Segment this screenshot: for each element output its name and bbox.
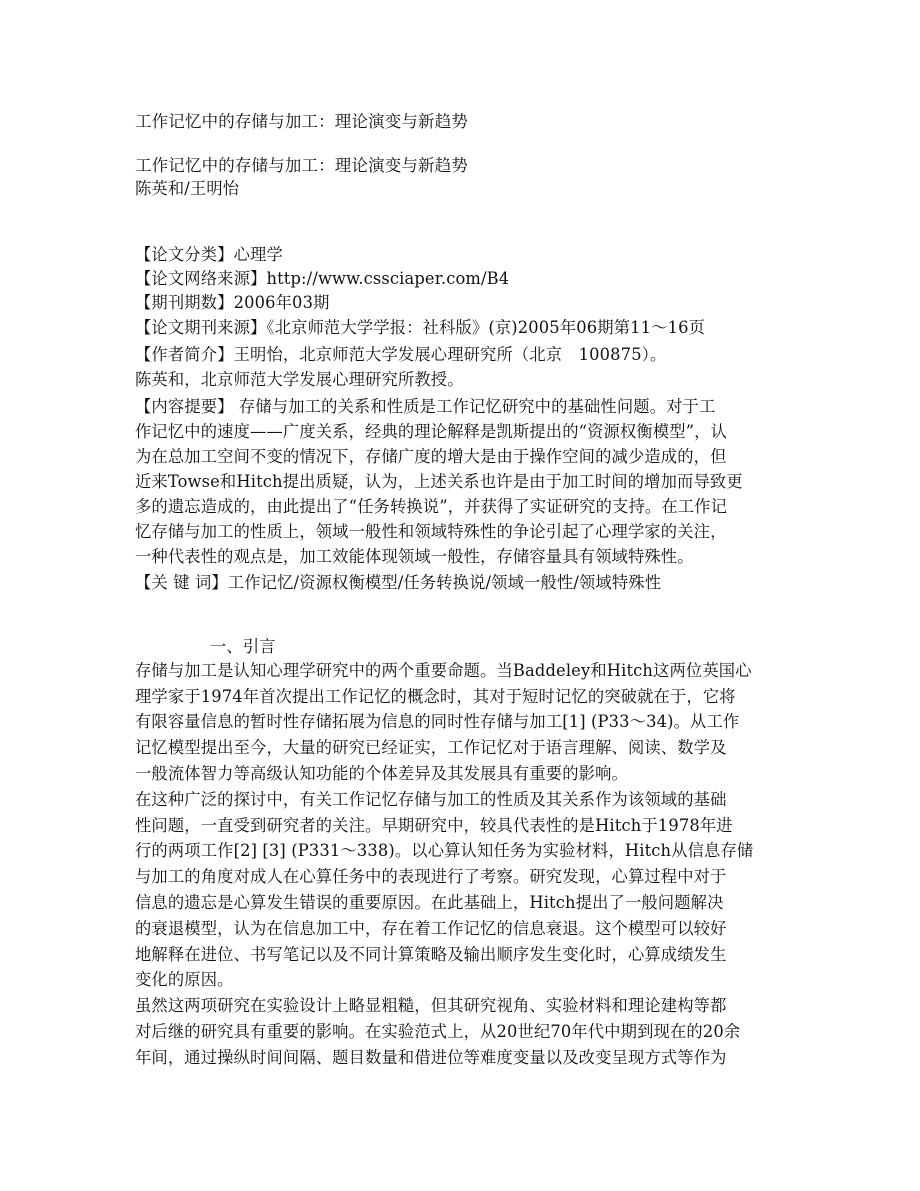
meta-category: 【论文分类】心理学 bbox=[135, 245, 283, 264]
meta-issue: 【期刊期数】2006年03期 bbox=[135, 293, 330, 312]
article-title: 工作记忆中的存储与加工：理论演变与新趋势 bbox=[135, 156, 468, 175]
meta-source-url: 【论文网络来源】http://www.cssciaper.com/B4 bbox=[135, 269, 510, 288]
abstract-line: 为在总加工空间不变的情况下，存储广度的增大是由于操作空间的减少造成的，但 bbox=[135, 447, 727, 466]
body-line: 与加工的角度对成人在心算任务中的表现进行了考察。研究发现，心算过程中对于 bbox=[135, 867, 727, 886]
body-line: 的衰退模型，认为在信息加工中，存在着工作记忆的信息衰退。这个模型可以较好 bbox=[135, 919, 727, 938]
article-authors: 陈英和/王明怡 bbox=[135, 179, 240, 198]
keywords: 【关 键 词】工作记忆/资源权衡模型/任务转换说/领域一般性/领域特殊性 bbox=[135, 573, 662, 592]
body-line: 行的两项工作[2] [3] (P331～338)。以心算认知任务为实验材料，Hitch从信息存储 bbox=[135, 841, 754, 860]
body-line: 性问题，一直受到研究者的关注。早期研究中，较具代表性的是Hitch于1978年进 bbox=[135, 816, 733, 835]
meta-journal-source: 【论文期刊来源】《北京师范大学学报：社科版》(京)2005年06期第11～16页 bbox=[135, 318, 706, 337]
body-line: 信息的遗忘是心算发生错误的重要原因。在此基础上，Hitch提出了一般问题解决 bbox=[135, 893, 724, 912]
abstract-line: 【内容提要】 存储与加工的关系和性质是工作记忆研究中的基础性问题。对于工 bbox=[135, 397, 716, 416]
section-heading: 一、引言 bbox=[210, 637, 276, 656]
body-line: 年间，通过操纵时间间隔、题目数量和借进位等难度变量以及改变呈现方式等作为 bbox=[135, 1048, 727, 1067]
body-line: 变化的原因。 bbox=[135, 970, 234, 989]
body-line: 有限容量信息的暂时性存储拓展为信息的同时性存储与加工[1] (P33～34)。从工作 bbox=[135, 712, 740, 731]
body-line: 在这种广泛的探讨中，有关工作记忆存储与加工的性质及其关系作为该领域的基础 bbox=[135, 790, 727, 809]
body-line: 对后继的研究具有重要的影响。在实验范式上，从20世纪70年代中期到现在的20余 bbox=[135, 1022, 741, 1041]
abstract-line: 多的遗忘造成的，由此提出了“任务转换说”，并获得了实证研究的支持。在工作记 bbox=[135, 497, 728, 516]
abstract-line: 作记忆中的速度——广度关系，经典的理论解释是凯斯提出的“资源权衡模型”，认 bbox=[135, 422, 728, 441]
abstract-line: 一种代表性的观点是，加工效能体现领域一般性，存储容量具有领域特殊性。 bbox=[135, 547, 694, 566]
meta-author-intro: 【作者简介】王明怡，北京师范大学发展心理研究所（北京 100875）。 bbox=[135, 345, 667, 364]
document-title: 工作记忆中的存储与加工：理论演变与新趋势 bbox=[135, 112, 468, 131]
abstract-line: 近来Towse和Hitch提出质疑，认为，上述关系也许是由于加工时间的增加而导致更 bbox=[135, 472, 743, 491]
abstract-line: 忆存储与加工的性质上，领域一般性和领域特殊性的争论引起了心理学家的关注， bbox=[135, 522, 727, 541]
body-line: 记忆模型提出至今，大量的研究已经证实，工作记忆对于语言理解、阅读、数学及 bbox=[135, 738, 727, 757]
body-line: 地解释在进位、书写笔记以及不同计算策略及输出顺序发生变化时，心算成绩发生 bbox=[135, 945, 727, 964]
body-line: 虽然这两项研究在实验设计上略显粗糙，但其研究视角、实验材料和理论建构等都 bbox=[135, 996, 727, 1015]
body-line: 理学家于1974年首次提出工作记忆的概念时，其对于短时记忆的突破就在于，它将 bbox=[135, 687, 736, 706]
meta-author-intro-2: 陈英和，北京师范大学发展心理研究所教授。 bbox=[135, 370, 464, 389]
body-line: 存储与加工是认知心理学研究中的两个重要命题。当Baddeley和Hitch这两位英国心 bbox=[135, 661, 752, 680]
body-line: 一般流体智力等高级认知功能的个体差异及其发展具有重要的影响。 bbox=[135, 764, 628, 783]
